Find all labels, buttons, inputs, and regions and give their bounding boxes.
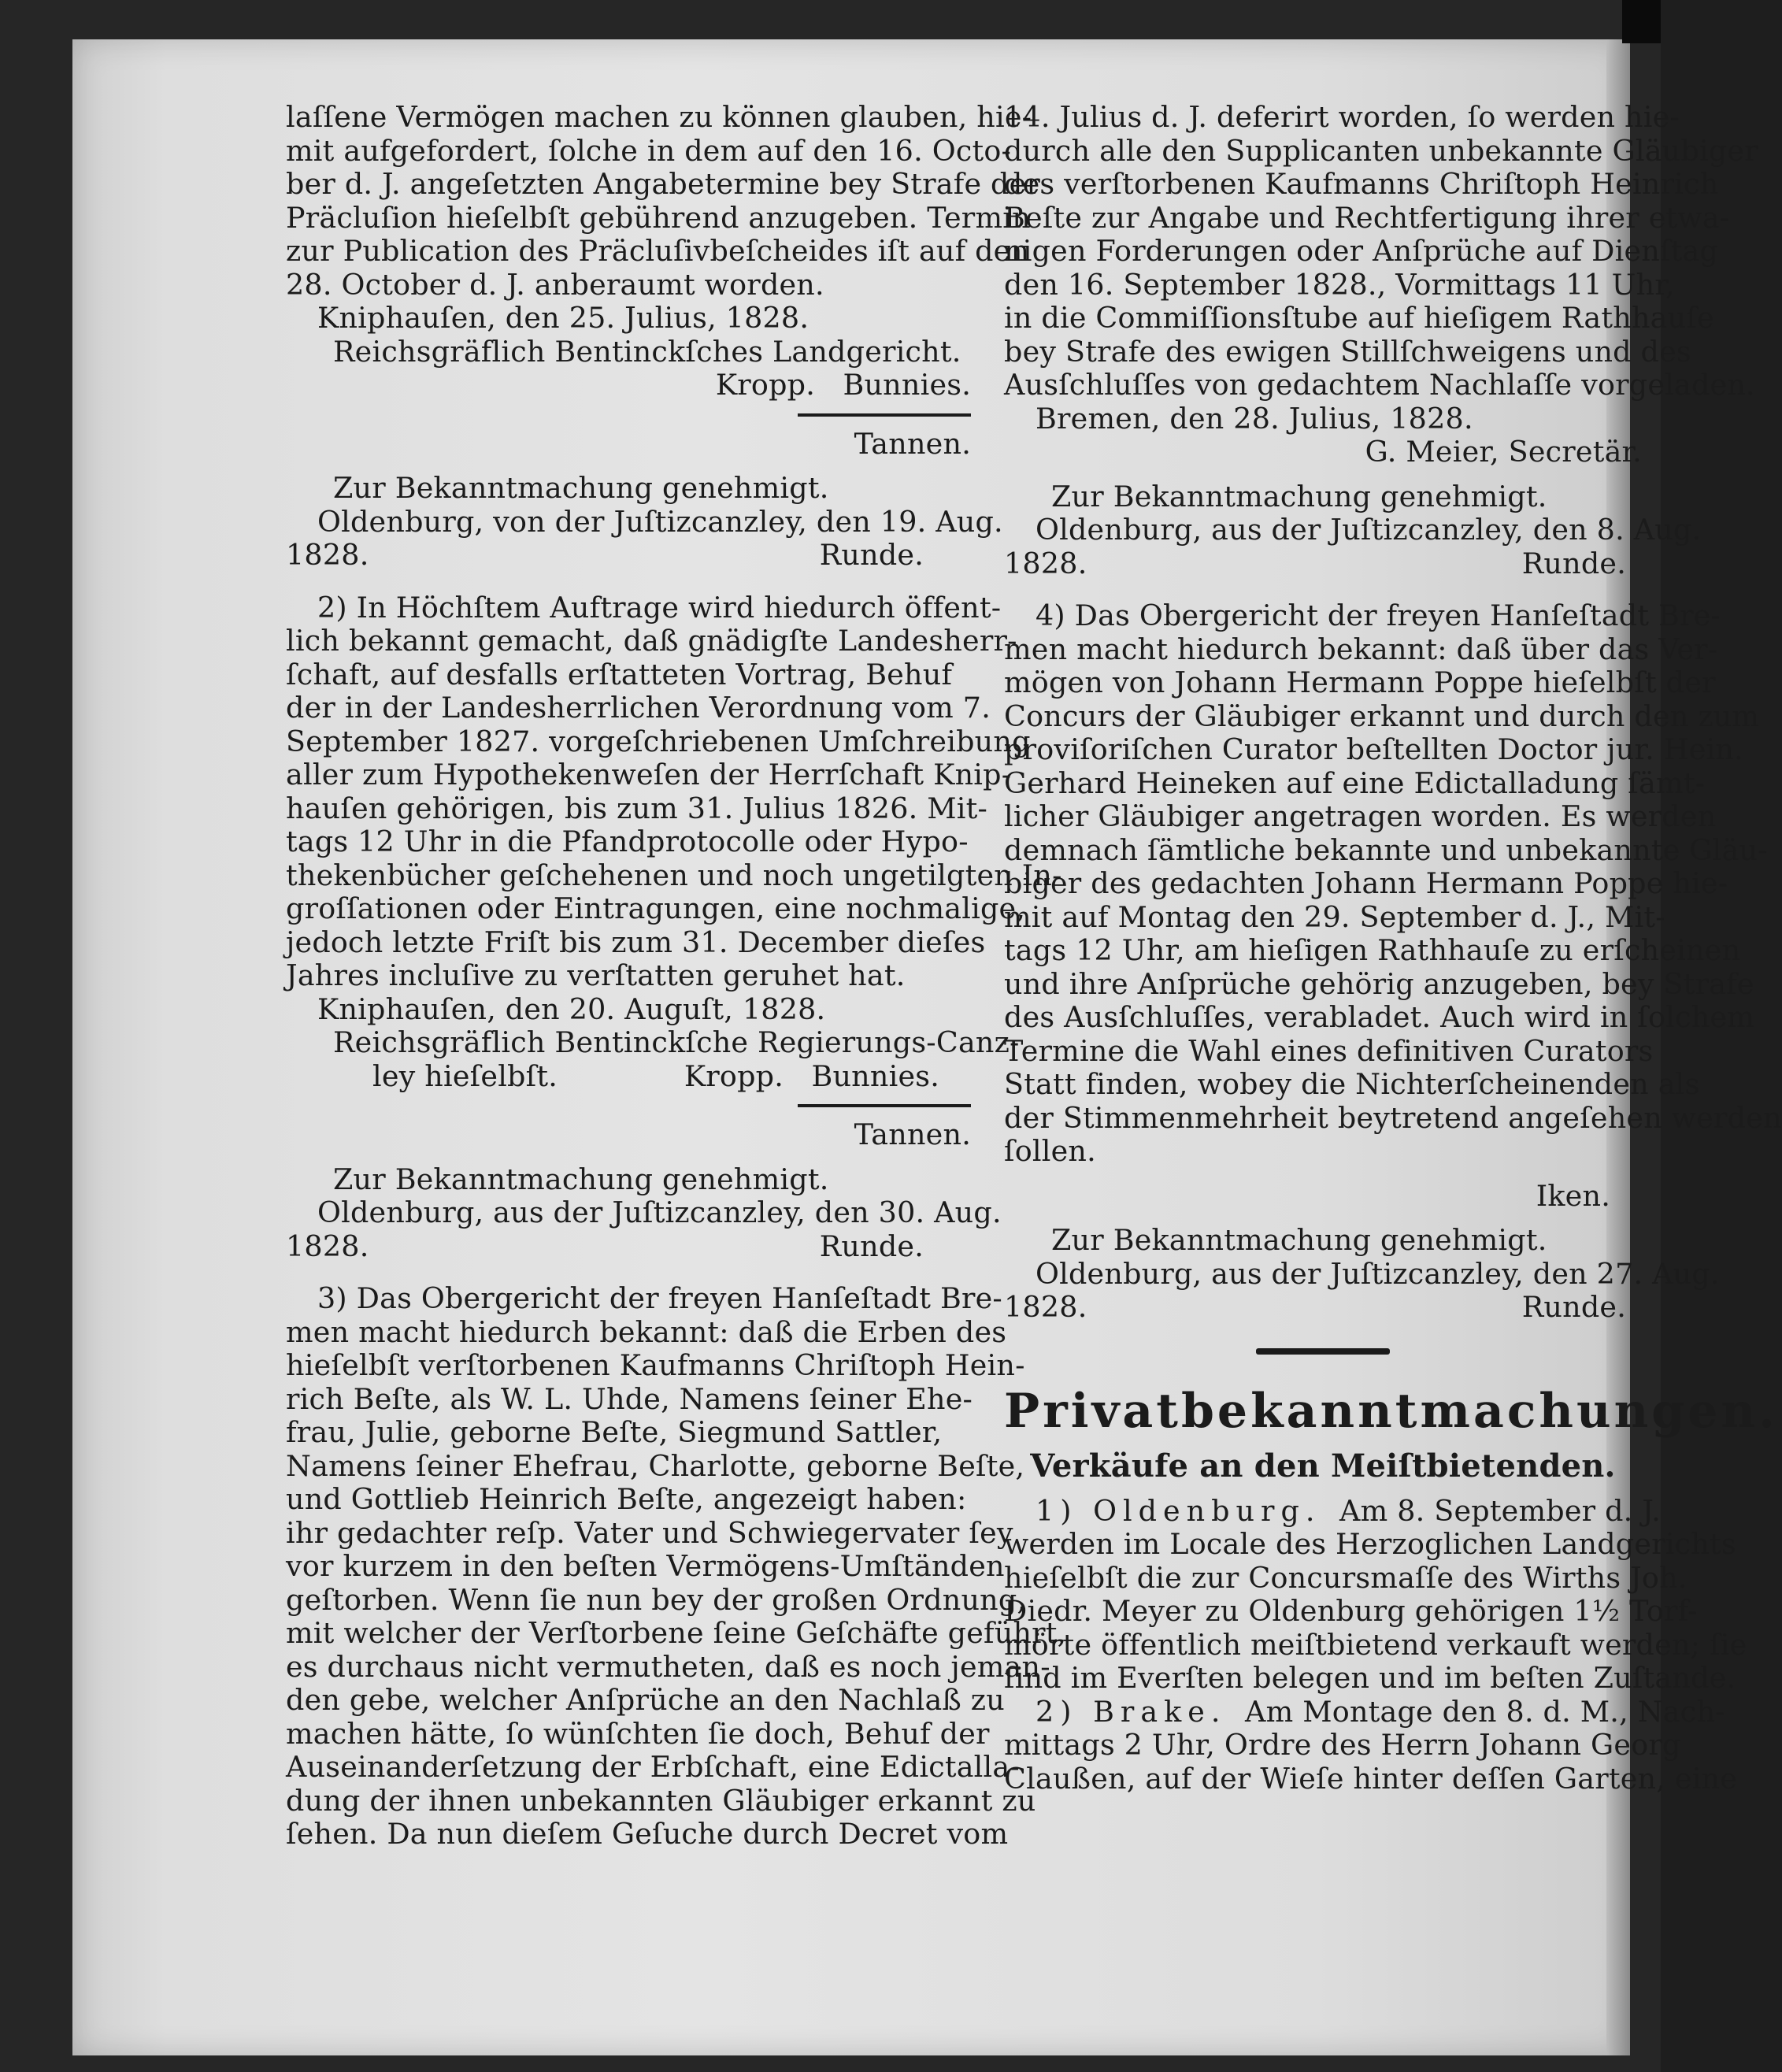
signer-runde: Runde. xyxy=(1521,1290,1626,1324)
court-name: Reichsgräflich Bentinckſche Regierungs-Canz- xyxy=(333,1025,1020,1059)
year-runde-row xyxy=(1004,1291,1642,1325)
text-line: Präcluſion hieſelbſt gebührend anzugeben. Termin xyxy=(286,200,1031,235)
signer-iken: Iken. xyxy=(1536,1178,1610,1213)
year: 1828. xyxy=(1004,1290,1087,1324)
signer-runde: Runde. xyxy=(1521,546,1626,580)
year: 1828. xyxy=(286,1229,369,1263)
court-name: Reichsgräflich Bentinckſches Landgericht. xyxy=(333,334,961,369)
approval-note: Zur Bekanntmachung genehmigt. xyxy=(333,1162,829,1196)
text-line: Statt finden, wobey die Nichterſcheinenden als xyxy=(1004,1067,1700,1101)
text-line: 2) In Höchſtem Auftrage wird hiedurch öffent- xyxy=(317,590,1002,625)
place-date: Bremen, den 28. Julius, 1828. xyxy=(1035,401,1473,436)
text-line: Auseinanderſetzung der Erbſchaft, eine Edictalla- xyxy=(286,1750,1020,1784)
text-line: ſchaft, auf desfalls erſtatteten Vortrag, Behuf xyxy=(286,657,953,691)
text-line: hauſen gehörigen, bis zum 31. Julius 1826. Mit- xyxy=(286,791,988,825)
separator-rule xyxy=(798,413,971,417)
text-line: mittags 2 Uhr, Ordre des Herrn Johann Georg xyxy=(1004,1728,1681,1762)
text-line: bey Strafe des ewigen Stillſchweigens und des xyxy=(1004,334,1691,369)
text-line: es durchaus nicht vermutheten, daß es noch jeman- xyxy=(286,1649,1050,1684)
text-line: der in der Landesherrlichen Verordnung vom 7. xyxy=(286,691,991,725)
approval-note: Zur Bekanntmachung genehmigt. xyxy=(1051,479,1547,513)
text-line: ber d. J. angeſetzten Angabetermine bey Strafe der xyxy=(286,167,1041,201)
text-line: tags 12 Uhr in die Pfandprotocolle oder Hypo- xyxy=(286,825,969,858)
text-line: 28. October d. J. anberaumt worden. xyxy=(286,267,824,302)
oldenburg-line: Oldenburg, von der Juſtizcanzley, den 19. Aug. xyxy=(317,504,1003,539)
text-line: aller zum Hypothekenweſen der Herrſchaft Knip- xyxy=(286,758,1012,791)
text-line: mörte öffentlich meiſtbietend verkauft werden; ſie xyxy=(1004,1627,1747,1662)
separator-rule xyxy=(798,1104,971,1107)
text-line: September 1827. vorgeſchriebenen Umſchreibung xyxy=(286,724,1031,758)
text-line: mit auf Montag den 29. September d. J., Mit- xyxy=(1004,899,1665,934)
text-line: den gebe, welcher Anſprüche an den Nachlaß zu xyxy=(286,1683,1005,1717)
text-line: ſollen. xyxy=(1004,1134,1096,1168)
section-rule xyxy=(1256,1348,1390,1355)
text-line: den 16. September 1828., Vormittags 11 Uhr, xyxy=(1004,267,1675,302)
text-line: dung der ihnen unbekannten Gläubiger erkannt zu xyxy=(286,1783,1036,1818)
sale-1-paragraph xyxy=(1004,1493,1747,1696)
text-line: der Stimmenmehrheit beytretend angeſehen werden xyxy=(1004,1100,1782,1135)
signers: Kropp. Bunnies. xyxy=(715,368,971,402)
section-subheading: Verkäufe an den Meiſtbietenden. xyxy=(1030,1447,1616,1485)
year-runde-row xyxy=(286,1230,971,1264)
signer-meier: G. Meier, Secretär. xyxy=(1365,435,1642,469)
year-runde-row xyxy=(286,539,971,573)
text-line: vor kurzem in den beſten Vermögens-Umſtänden xyxy=(286,1549,1005,1583)
year: 1828. xyxy=(286,538,369,572)
text-line: thekenbücher geſchehenen und noch ungetilgten In- xyxy=(286,858,1062,892)
signer-runde: Runde. xyxy=(819,538,924,572)
text-line: jedoch letzte Friſt bis zum 31. December dieſes xyxy=(286,925,986,959)
oldenburg-line: Oldenburg, aus der Juſtizcanzley, den 27. Aug. xyxy=(1035,1256,1720,1291)
text-line: groſſationen oder Eintragungen, eine nochmalige, xyxy=(286,891,1026,925)
text-line: men macht hiedurch bekannt: daß über das Ver- xyxy=(1004,632,1718,666)
text-line: durch alle den Supplicanten unbekannte Gläubiger xyxy=(1004,133,1758,168)
court-name-cont: ley hieſelbſt. xyxy=(372,1058,558,1093)
text-line: und ihre Anſprüche gehörig anzugeben, bey Strafe xyxy=(1004,966,1754,1001)
text-line: Termine die Wahl eines definitiven Curators xyxy=(1004,1033,1654,1068)
text-line: Beſte zur Angabe und Rechtfertigung ihrer etwa- xyxy=(1004,200,1730,235)
oldenburg-line: Oldenburg, aus der Juſtizcanzley, den 30. Aug. xyxy=(317,1195,1002,1229)
text-line: Claußen, auf der Wieſe hinter deſſen Garten, eine xyxy=(1004,1761,1738,1796)
text-line: mit aufgefordert, ſolche in dem auf den 16. Octo- xyxy=(286,133,1012,168)
text-line: des verſtorbenen Kaufmanns Chriſtoph Heinrich xyxy=(1004,167,1719,201)
text-line: in die Commiſſionsſtube auf hieſigem Rathhauſe xyxy=(1004,301,1714,335)
text-line: Namens ſeiner Ehefrau, Charlotte, geborne Beſte, xyxy=(286,1448,1025,1483)
approval-note: Zur Bekanntmachung genehmigt. xyxy=(333,471,829,505)
year: 1828. xyxy=(1004,546,1087,580)
text-line: hieſelbſt verſtorbenen Kaufmanns Chriſtoph Hein- xyxy=(286,1348,1025,1382)
text-line: proviſoriſchen Curator beſtellten Doctor jur. Hein. xyxy=(1004,732,1743,766)
text-line: lich bekannt gemacht, daß gnädigſte Landesherr- xyxy=(286,624,1017,658)
text-line: ſind im Everſten belegen und im beſten Zuſtande. xyxy=(1004,1661,1736,1695)
intro-paragraph xyxy=(286,100,1041,302)
signers: Kropp. Bunnies. xyxy=(684,1058,939,1093)
text-line: mögen von Johann Hermann Poppe hieſelbſt der xyxy=(1004,665,1716,699)
item-4-paragraph xyxy=(1004,599,1782,1169)
sale-lead: 2) Brake. xyxy=(1035,1694,1227,1729)
text-line: geſtorben. Wenn ſie nun bey der großen Ordnung, xyxy=(286,1582,1027,1617)
text-line: ihr gedachter reſp. Vater und Schwiegervater ſey xyxy=(286,1515,1013,1550)
text-line: tags 12 Uhr, am hieſigen Rathhauſe zu erſcheinen xyxy=(1004,933,1741,967)
text-line: frau, Julie, geborne Beſte, Siegmund Sattler, xyxy=(286,1415,943,1449)
year-runde-row xyxy=(1004,547,1642,581)
place-date: Kniphauſen, den 20. Auguſt, 1828. xyxy=(317,992,826,1026)
text-line: 3) Das Obergericht der freyen Hanſeſtadt Bre- xyxy=(317,1281,1002,1315)
text-line: und Gottlieb Heinrich Beſte, angezeigt haben: xyxy=(286,1482,967,1516)
text-line: Am 8. September d. J. xyxy=(1339,1493,1662,1528)
text-line: Concurs der Gläubiger erkannt und durch den zum xyxy=(1004,699,1760,733)
place-date: Kniphauſen, den 25. Julius, 1828. xyxy=(317,301,809,335)
text-line: Diedr. Meyer zu Oldenburg gehörigen 1½ Torf- xyxy=(1004,1594,1698,1628)
text-line: demnach ſämtliche bekannte und unbekannte Gläu- xyxy=(1004,832,1768,867)
sale-lead: 1) Oldenburg. xyxy=(1035,1493,1321,1528)
signer-tannen: Tannen. xyxy=(854,1118,971,1151)
text-line: werden im Locale des Herzoglichen Landgerichts xyxy=(1004,1527,1736,1561)
signer-runde: Runde. xyxy=(819,1229,924,1263)
text-line: machen hätte, ſo wünſchten ſie doch, Behuf der xyxy=(286,1716,990,1751)
text-line: ſehen. Da nun dieſem Geſuche durch Decret vom xyxy=(286,1817,1009,1851)
text-line: des Ausſchluſſes, verabladet. Auch wird in ſolchem xyxy=(1004,1000,1755,1034)
text-line: 14. Julius d. J. deferirt worden, ſo werden hie- xyxy=(1004,100,1680,134)
text-line: Ausſchluſſes von gedachtem Nachlaſſe vorgeladen. xyxy=(1004,368,1755,402)
text-line: zur Publication des Präcluſivbeſcheides iſt auf den xyxy=(286,234,1030,268)
text-line: 4) Das Obergericht der freyen Hanſeſtadt Bre- xyxy=(1035,599,1721,632)
text-line: Jahres incluſive zu verſtatten geruhet hat. xyxy=(286,958,906,992)
approval-note: Zur Bekanntmachung genehmigt. xyxy=(1051,1223,1547,1257)
text-line: rich Beſte, als W. L. Uhde, Namens ſeiner Ehe- xyxy=(286,1381,973,1416)
text-line: nigen Forderungen oder Anſprüche auf Dienſtag xyxy=(1004,234,1719,268)
text-line: hieſelbſt die zur Concursmaſſe des Wirths Joh. xyxy=(1004,1560,1688,1595)
item-2-paragraph xyxy=(286,590,1062,993)
right-column xyxy=(1004,100,1782,1796)
text-line: Gerhard Heineken auf eine Edictalladung ſämt- xyxy=(1004,765,1706,800)
court-signers-row xyxy=(286,1060,971,1094)
sale-2-paragraph xyxy=(1004,1694,1738,1796)
text-line: biger des gedachten Johann Hermann Poppe hie- xyxy=(1004,866,1728,900)
scan-corner xyxy=(1622,0,1661,43)
item-3-continuation xyxy=(1004,100,1758,402)
text-line: licher Gläubiger angetragen worden. Es werden xyxy=(1004,799,1717,833)
text-line: mit welcher der Verſtorbene ſeine Geſchäfte geführt, xyxy=(286,1616,1067,1650)
section-heading: Privatbekanntmachungen. xyxy=(1004,1383,1778,1439)
signer-tannen: Tannen. xyxy=(854,426,971,461)
text-line: Am Montage den 8. d. M., Nach- xyxy=(1245,1694,1725,1729)
oldenburg-line: Oldenburg, aus der Juſtizcanzley, den 8. Aug. xyxy=(1035,513,1702,547)
text-line: men macht hiedurch bekannt: daß die Erben des xyxy=(286,1314,1007,1349)
text-line: laſſene Vermögen machen zu können glauben, hie- xyxy=(286,100,1032,134)
